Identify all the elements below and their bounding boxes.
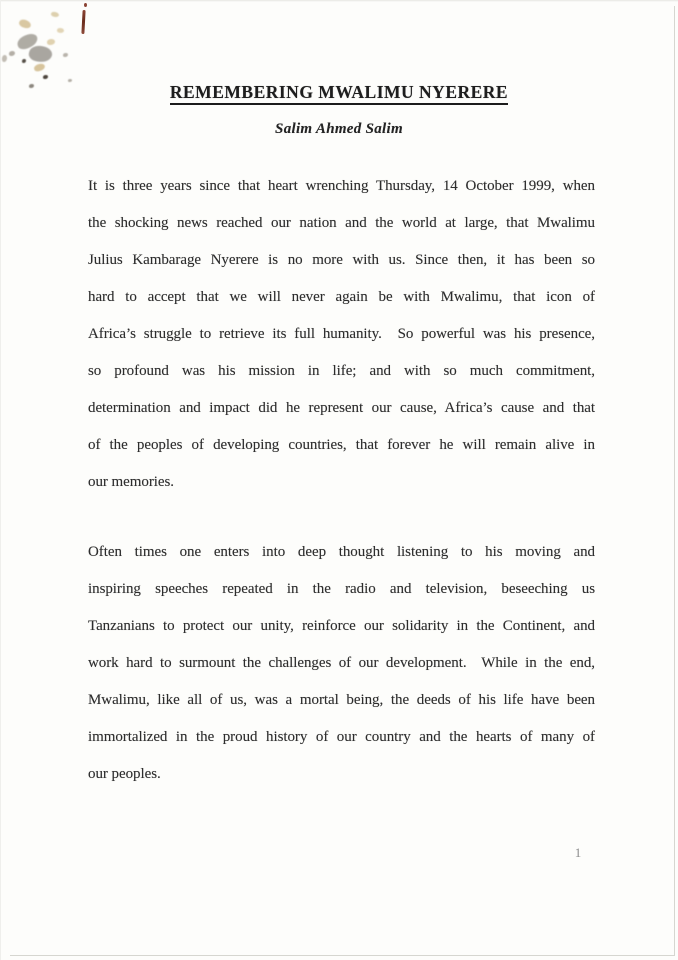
text-line: Often times one enters into deep thought listening to his moving and bbox=[88, 544, 595, 560]
text-line: immortalized in the proud history of our country and the hearts of many of bbox=[88, 729, 595, 745]
title-row bbox=[0, 82, 678, 105]
stain-speck bbox=[2, 55, 7, 62]
text-line: Tanzanians to protect our unity, reinforce our solidarity in the Continent, and bbox=[88, 618, 595, 634]
author-row bbox=[0, 120, 678, 138]
text-line: Julius Kambarage Nyerere is no more with us. Since then, it has been so bbox=[88, 252, 595, 268]
scan-edge-right bbox=[674, 6, 676, 955]
paragraph-1 bbox=[88, 168, 595, 501]
text-line: hard to accept that we will never again be with Mwalimu, that icon of bbox=[88, 289, 595, 305]
page-number: 1 bbox=[574, 845, 582, 860]
stain-speck bbox=[63, 53, 68, 57]
stain-speck bbox=[47, 39, 55, 45]
text-line: work hard to surmount the challenges of our development. While in the end, bbox=[88, 655, 595, 671]
text-line: Africa’s struggle to retrieve its full humanity. So powerful was his presence, bbox=[88, 326, 595, 342]
text-line: of the peoples of developing countries, that forever he will remain alive in bbox=[88, 437, 595, 453]
paragraph-2 bbox=[88, 534, 595, 793]
text-line: the shocking news reached our nation and the world at large, that Mwalimu bbox=[88, 215, 595, 231]
stain-speck bbox=[33, 63, 45, 72]
document-author: Salim Ahmed Salim bbox=[275, 121, 403, 137]
text-line: It is three years since that heart wrenching Thursday, 14 October 1999, when bbox=[88, 178, 595, 194]
ink-stroke bbox=[81, 10, 85, 34]
stain-speck bbox=[9, 51, 15, 56]
stain-speck bbox=[43, 75, 48, 79]
text-line: determination and impact did he represent our cause, Africa’s cause and that bbox=[88, 400, 595, 416]
text-line: so profound was his mission in life; and with so much commitment, bbox=[88, 363, 595, 379]
text-line: inspiring speeches repeated in the radio and television, beseeching us bbox=[88, 581, 595, 597]
stain-speck bbox=[22, 59, 26, 63]
scan-edge-top bbox=[0, 0, 678, 2]
text-line: Mwalimu, like all of us, was a mortal being, the deeds of his life have been bbox=[88, 692, 595, 708]
text-line: our peoples. bbox=[88, 766, 161, 782]
stain-speck bbox=[50, 11, 59, 18]
stain-speck bbox=[18, 18, 32, 31]
stain-speck bbox=[56, 27, 64, 34]
stain-speck bbox=[28, 44, 54, 64]
scan-edge-bottom bbox=[10, 955, 675, 957]
scan-edge-left bbox=[0, 0, 1, 960]
ink-dot bbox=[84, 3, 87, 7]
document-title: REMEMBERING MWALIMU NYERERE bbox=[170, 82, 508, 105]
red-ink-mark-icon bbox=[76, 0, 92, 42]
text-line: our memories. bbox=[88, 474, 174, 490]
